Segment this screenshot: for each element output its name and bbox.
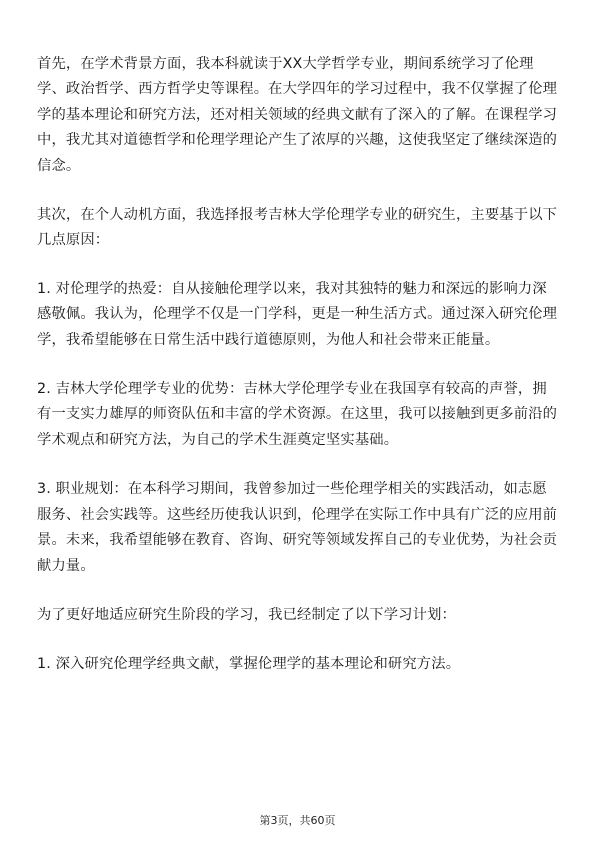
paragraph-study-plan-intro: 为了更好地适应研究生阶段的学习，我已经制定了以下学习计划：	[37, 606, 456, 623]
paragraph-personal-motivation: 其次，在个人动机方面，我选择报考吉林大学伦理学专业的研究生，主要基于以下几点原因：	[37, 207, 558, 249]
paragraph-reason-3: 3. 职业规划：在本科学习期间，我曾参加过一些伦理学相关的实践活动，如志愿服务、社会实践等。这些经历使我认识到，伦理学在实际工作中具有广泛的应用前景。未来，我希望能够在教育、咨询、研究等领域发挥自己的专业优势，为社会贡献力量。	[37, 481, 558, 574]
paragraph-reason-1: 1. 对伦理学的热爱：自从接触伦理学以来，我对其独特的魅力和深远的影响力深感敬佩。我认为，伦理学不仅是一门学科，更是一种生活方式。通过深入研究伦理学，我希望能够在日常生活中践行道德原则，为他人和社会带来正能量。	[37, 280, 558, 348]
paragraph-academic-background: 首先，在学术背景方面，我本科就读于XX大学哲学专业，期间系统学习了伦理学、政治哲学、西方哲学史等课程。在大学四年的学习过程中，我不仅掌握了伦理学的基本理论和研究方法，还对相关领域的经典文献有了深入的了解。在课程学习中，我尤其对道德哲学和伦理学理论产生了浓厚的兴趣，这使我坚定了继续深造的信念。	[37, 56, 558, 174]
paragraph-reason-2: 2. 吉林大学伦理学专业的优势：吉林大学伦理学专业在我国享有较高的声誉，拥有一支实力雄厚的师资队伍和丰富的学术资源。在这里，我可以接触到更多前沿的学术观点和研究方法，为自己的学术生涯奠定坚实基础。	[37, 381, 558, 448]
page-number-footer: 第3页，共60页	[259, 814, 336, 827]
paragraph-plan-item-1: 1. 深入研究伦理学经典文献，掌握伦理学的基本理论和研究方法。	[37, 656, 461, 673]
